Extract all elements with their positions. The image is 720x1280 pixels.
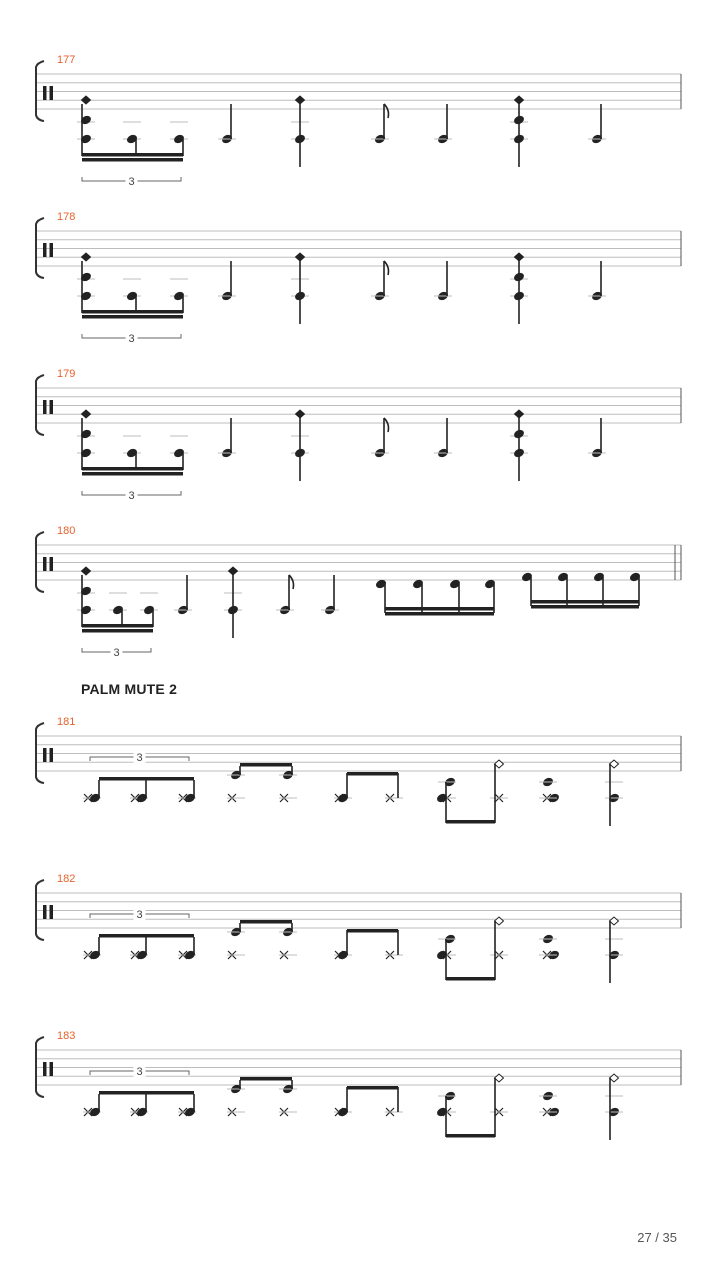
- open-cymbal-head: [495, 760, 504, 768]
- staff-system: [0, 888, 720, 1028]
- staff-system: [0, 731, 720, 871]
- note-head: [513, 114, 526, 125]
- percussion-clef: [50, 86, 54, 100]
- triplet-number: 3: [136, 1066, 143, 1078]
- note-beam: [82, 153, 183, 157]
- measure-number: 181: [57, 716, 76, 728]
- percussion-clef: [43, 86, 47, 100]
- percussion-clef: [50, 557, 54, 571]
- triplet-number: 3: [136, 752, 143, 764]
- note-beam: [82, 310, 183, 314]
- percussion-clef: [43, 748, 47, 762]
- measure-number: 183: [57, 1030, 76, 1042]
- open-cymbal-head: [610, 760, 619, 768]
- note-beam: [82, 467, 183, 471]
- triplet-number: 3: [128, 490, 135, 502]
- note-beam: [240, 763, 292, 767]
- note-beam: [347, 929, 398, 933]
- triplet-number: 3: [128, 176, 135, 188]
- triplet-number: 3: [113, 647, 120, 659]
- staff-system: [0, 69, 720, 209]
- measure-number: 179: [57, 368, 76, 380]
- percussion-clef: [43, 905, 47, 919]
- percussion-clef: [50, 748, 54, 762]
- measure-number: 178: [57, 211, 76, 223]
- percussion-clef: [50, 1062, 54, 1076]
- note-beam: [240, 920, 292, 924]
- staff-system: [0, 1045, 720, 1185]
- percussion-clef: [43, 1062, 47, 1076]
- measure-number: 177: [57, 54, 76, 66]
- percussion-clef: [50, 400, 54, 414]
- note-beam: [82, 315, 183, 319]
- open-cymbal-head: [610, 1074, 619, 1082]
- note-beam: [82, 472, 183, 476]
- staff-system: [0, 383, 720, 523]
- note-beam: [82, 624, 153, 628]
- note-beam: [531, 600, 639, 604]
- note-beam: [347, 1086, 398, 1090]
- note-beam: [446, 1134, 495, 1138]
- cymbal-head: [82, 253, 91, 261]
- note-head: [513, 428, 526, 439]
- note-beam: [446, 820, 495, 824]
- staff-system: [0, 226, 720, 366]
- open-cymbal-head: [495, 1074, 504, 1082]
- measure-number: 180: [57, 525, 76, 537]
- triplet-number: 3: [136, 909, 143, 921]
- open-cymbal-head: [495, 917, 504, 925]
- cymbal-head: [82, 567, 91, 575]
- measure-number: 182: [57, 873, 76, 885]
- cymbal-head: [82, 96, 91, 104]
- note-beam: [347, 772, 398, 776]
- note-head: [513, 271, 526, 282]
- section-title: PALM MUTE 2: [81, 681, 178, 697]
- staff-system: [0, 540, 720, 680]
- cymbal-head: [82, 410, 91, 418]
- triplet-number: 3: [128, 333, 135, 345]
- note-beam: [446, 977, 495, 981]
- note-beam: [531, 605, 639, 609]
- percussion-clef: [43, 243, 47, 257]
- note-beam: [385, 607, 494, 611]
- note-beam: [99, 1091, 194, 1095]
- note-beam: [240, 1077, 292, 1081]
- note-beam: [385, 612, 494, 616]
- open-cymbal-head: [610, 917, 619, 925]
- note-beam: [82, 158, 183, 162]
- percussion-clef: [50, 905, 54, 919]
- percussion-clef: [50, 243, 54, 257]
- note-beam: [99, 934, 194, 938]
- page-number: 27 / 35: [637, 1230, 677, 1245]
- note-beam: [99, 777, 194, 781]
- percussion-clef: [43, 557, 47, 571]
- percussion-clef: [43, 400, 47, 414]
- note-beam: [82, 629, 153, 633]
